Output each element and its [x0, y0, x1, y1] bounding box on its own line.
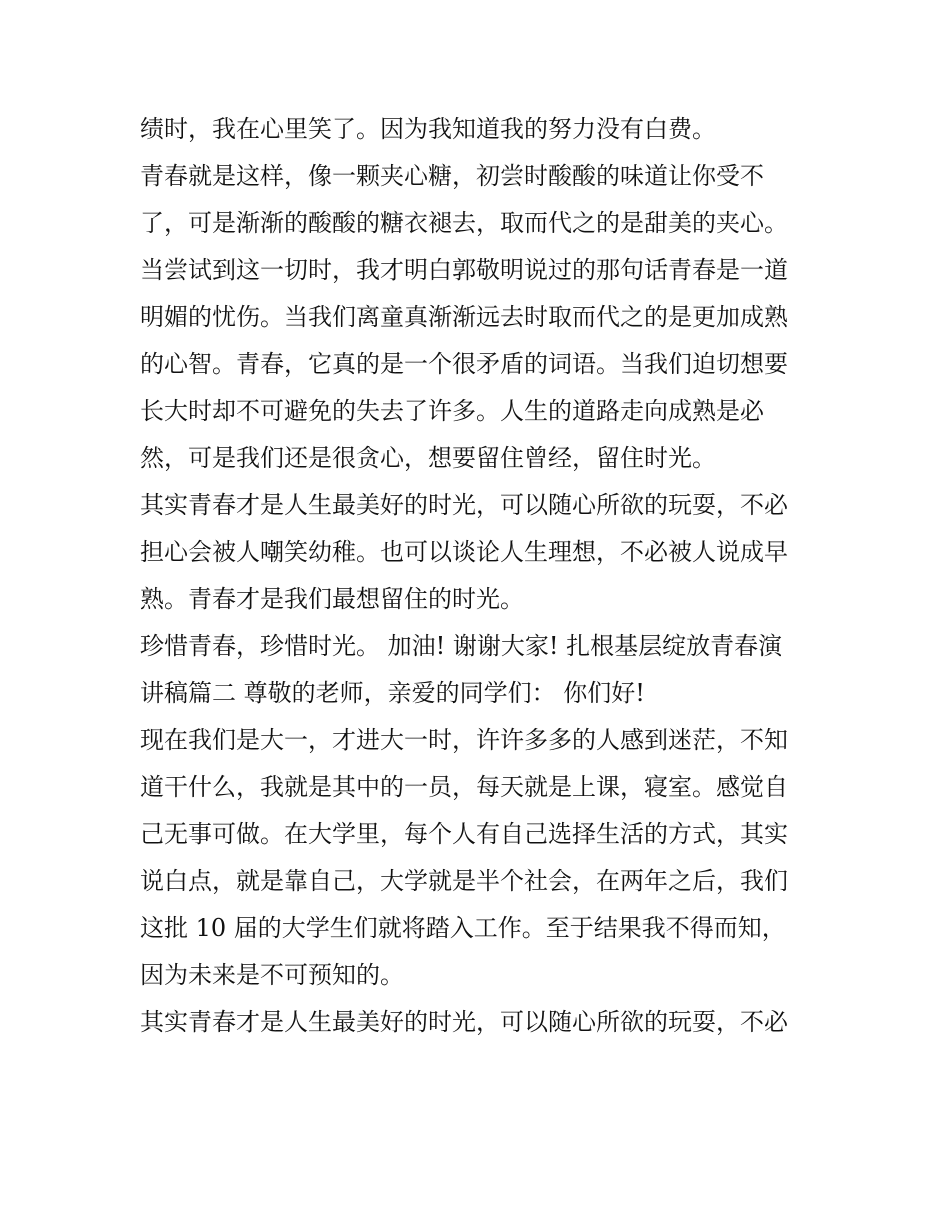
text-line: 明媚的忧伤。当我们离童真渐渐远去时取而代之的是更加成熟	[140, 303, 788, 331]
text-line: 的心智。青春，它真的是一个很矛盾的词语。当我们迫切想要	[140, 350, 788, 378]
text-line: 现在我们是大一，才进大一时，许许多多的人感到迷茫，不知	[140, 726, 788, 754]
document-body	[140, 106, 820, 1046]
text-line: 其实青春才是人生最美好的时光，可以随心所欲的玩耍，不必	[140, 491, 788, 519]
text-line: 其实青春才是人生最美好的时光，可以随心所欲的玩耍，不必	[140, 1008, 788, 1036]
text-line: 担心会被人嘲笑幼稚。也可以谈论人生理想，不必被人说成早	[140, 538, 788, 566]
text-line: 绩时，我在心里笑了。因为我知道我的努力没有白费。	[140, 115, 716, 143]
text-line: 珍惜青春，珍惜时光。 加油! 谢谢大家! 扎根基层绽放青春演	[140, 632, 783, 660]
text-line: 这批 10 届的大学生们就将踏入工作。至于结果我不得而知，	[140, 914, 786, 942]
text-line: 己无事可做。在大学里，每个人有自己选择生活的方式，其实	[140, 820, 788, 848]
text-line: 道干什么，我就是其中的一员，每天就是上课，寝室。感觉自	[140, 773, 788, 801]
text-line: 讲稿篇二 尊敬的老师，亲爱的同学们： 你们好!	[140, 679, 645, 707]
text-line: 因为未来是不可预知的。	[140, 961, 404, 989]
text-line: 了，可是渐渐的酸酸的糖衣褪去，取而代之的是甜美的夹心。	[140, 209, 788, 237]
text-line: 然，可是我们还是很贪心，想要留住曾经，留住时光。	[140, 444, 716, 472]
text-line: 说白点，就是靠自己，大学就是半个社会，在两年之后，我们	[140, 867, 788, 895]
text-line: 长大时却不可避免的失去了许多。人生的道路走向成熟是必	[140, 397, 764, 425]
text-line: 当尝试到这一切时，我才明白郭敬明说过的那句话青春是一道	[140, 256, 788, 284]
text-line: 熟。青春才是我们最想留住的时光。	[140, 585, 524, 613]
text-line: 青春就是这样，像一颗夹心糖，初尝时酸酸的味道让你受不	[140, 162, 764, 190]
